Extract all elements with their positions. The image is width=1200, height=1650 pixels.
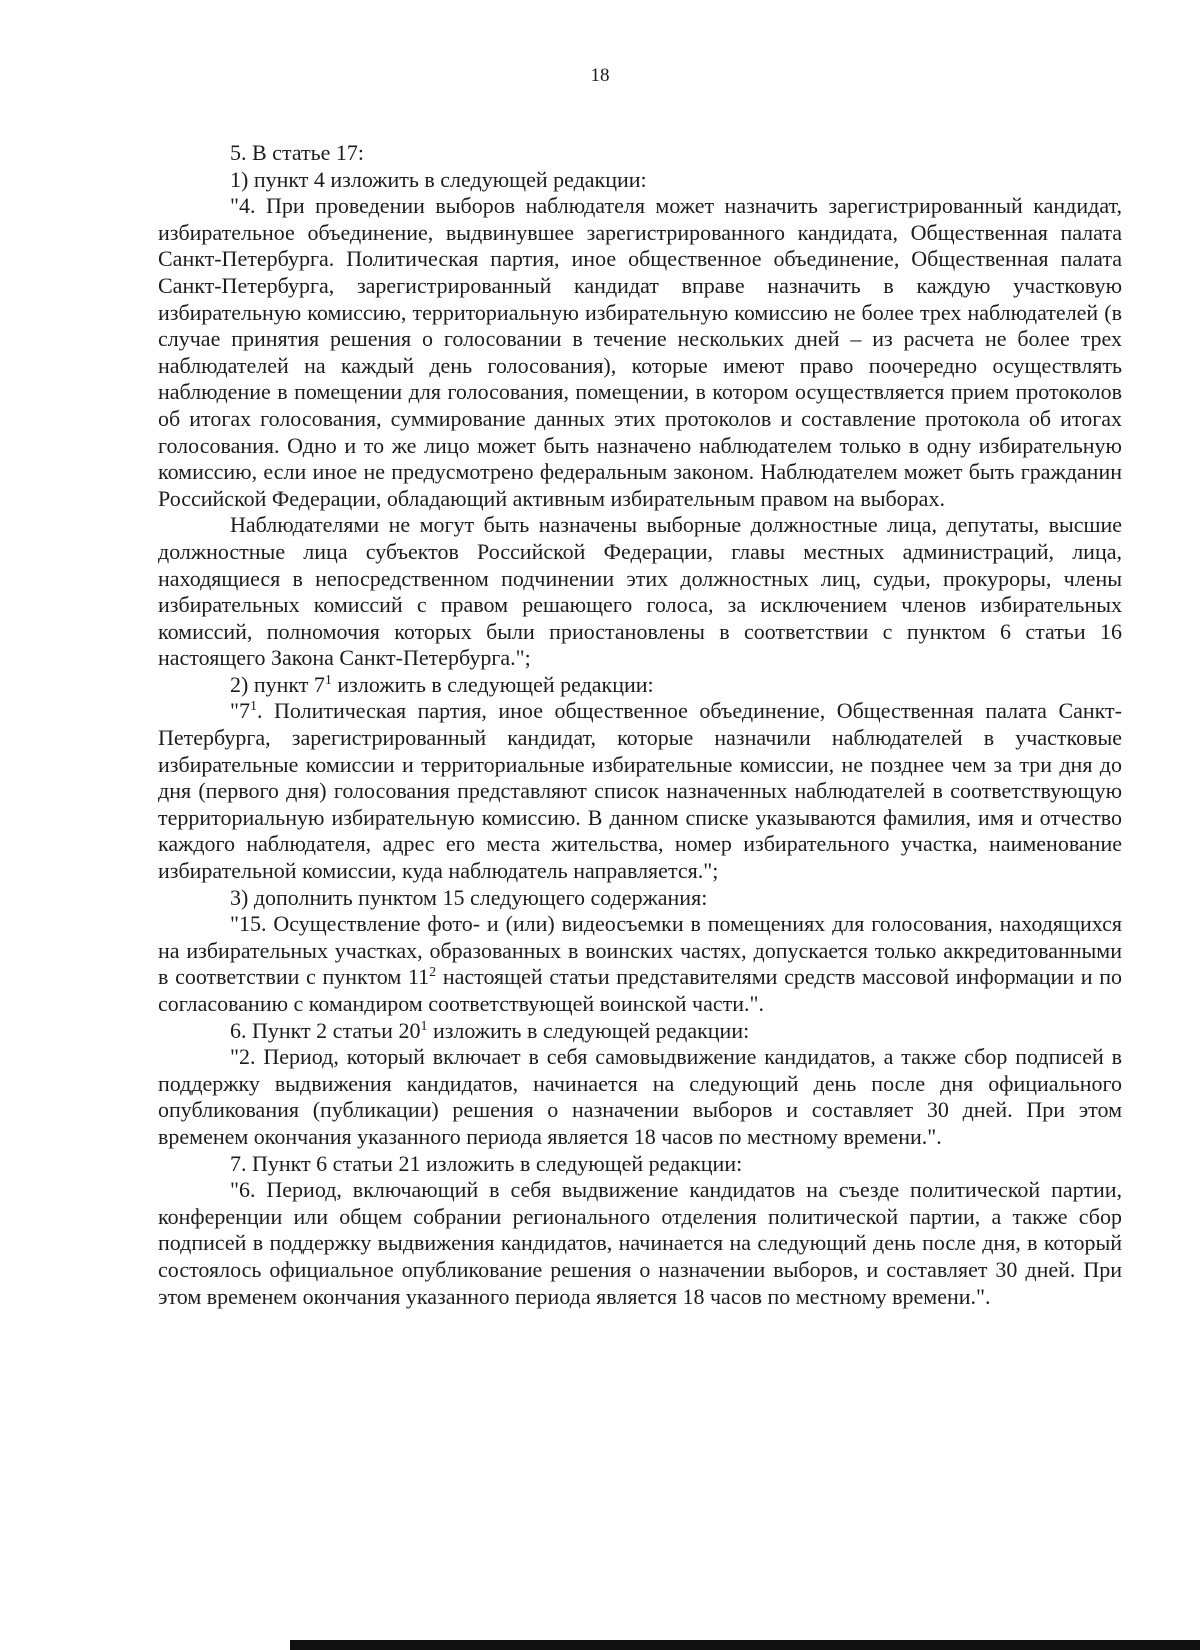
paragraph — [158, 1177, 1122, 1310]
paragraph — [158, 911, 1122, 1017]
document-body — [158, 140, 1122, 1310]
paragraph — [158, 512, 1122, 672]
text-run: изложить в следующей редакции: — [331, 671, 654, 697]
text-run: 3) дополнить пунктом 15 следующего содержания: — [230, 884, 708, 910]
bottom-rule — [290, 1640, 1200, 1650]
text-run: 6. Пункт 2 статьи 20 — [230, 1017, 421, 1043]
paragraph — [158, 1151, 1122, 1178]
text-run: настоящей статьи представителями средств массовой информации и по согласованию с командиром соответствующей воинской части.". — [158, 964, 1123, 1016]
superscript: 2 — [429, 965, 437, 981]
text-run: "7 — [230, 698, 250, 724]
text-run: "6. Период, включающий в себя выдвижение кандидатов на съезде политической партии, конференции или общем собрании регионального отделения политической партии, а также сбор подписей в поддержку выдвижения кандидатов, начинается на следующий день после дня, в который состоялось официальное опубликование решения о назначении выборов, и составляет 30 дней. При этом временем окончания указанного периода является 18 часов по местному времени.". — [158, 1177, 1122, 1309]
paragraph — [158, 672, 1122, 699]
paragraph — [158, 885, 1122, 912]
text-run: Наблюдателями не могут быть назначены выборные должностные лица, депутаты, высшие должностные лица субъектов Российской Федерации, главы местных администраций, лица, находящиеся в непосредственном подчинении этих должностных лиц, судьи, прокуроры, члены избирательных комиссий с правом решающего голоса, за исключением членов избирательных комиссий, полномочия которых были приостановлены в соответствии с пунктом 6 статьи 16 настоящего Закона Санкт-Петербурга."; — [158, 512, 1122, 671]
superscript: 1 — [420, 1018, 428, 1034]
paragraph — [158, 140, 1122, 167]
paragraph — [158, 193, 1122, 512]
paragraph — [158, 167, 1122, 194]
paragraph — [158, 1018, 1122, 1045]
superscript: 1 — [324, 672, 332, 688]
text-run: "2. Период, который включает в себя самовыдвижение кандидатов, а также сбор подписей в поддержку выдвижения кандидатов, начинается на следующий день после дня официального опубликования (публикации) решения о назначении выборов и составляет 30 дней. При этом временем окончания указанного периода является 18 часов по местному времени.". — [158, 1044, 1122, 1149]
text-run: 5. В статье 17: — [230, 140, 365, 165]
page-number: 18 — [590, 65, 610, 86]
text-run: 2) пункт 7 — [230, 671, 325, 697]
text-run: "15. Осуществление фото- и (или) видеосъемки в помещениях для голосования, находящихся на избирательных участках, образованных в воинских частях, допускается только аккредитованными в соответствии с пунктом 11 — [158, 911, 1122, 990]
text-run: 7. Пункт 6 статьи 21 изложить в следующей редакции: — [230, 1150, 743, 1176]
text-run: 1) пункт 4 изложить в следующей редакции: — [230, 166, 647, 192]
paragraph — [158, 1044, 1122, 1150]
superscript: 1 — [249, 699, 257, 715]
paragraph — [158, 698, 1122, 884]
text-run: изложить в следующей редакции: — [427, 1017, 750, 1043]
text-run: . Политическая партия, иное общественное объединение, Общественная палата Санкт-Петербурга, зарегистрированный кандидат, которые назначили наблюдателей в участковые избирательные комиссии и территориальные избирательные комиссии, не позднее чем за три дня до дня (первого дня) голосования представляют список назначенных наблюдателей в соответствующую территориальную избирательную комиссию. В данном списке указываются фамилия, имя и отчество каждого наблюдателя, адрес его места жительства, номер избирательного участка, наименование избирательной комиссии, куда наблюдатель направляется."; — [158, 698, 1122, 884]
text-run: "4. При проведении выборов наблюдателя может назначить зарегистрированный кандидат, избирательное объединение, выдвинувшее зарегистрированного кандидата, Общественная палата Санкт-Петербурга. Политическая партия, иное общественное объединение, Общественная палата Санкт-Петербурга, зарегистрированный кандидат вправе назначить в каждую участковую избирательную комиссию, территориальную избирательную комиссию не более трех наблюдателей (в случае принятия решения о голосовании в течение нескольких дней – из расчета не более трех наблюдателей на каждый день голосования), которые имеют право поочередно осуществлять наблюдение в помещении для голосования, помещении, в котором осуществляется прием протоколов об итогах голосования, суммирование данных этих протоколов и составление протокола об итогах голосования. Одно и то же лицо может быть назначено наблюдателем только в одну избирательную комиссию, если иное не предусмотрено федеральным законом. Наблюдателем может быть гражданин Российской Федерации, обладающий активным избирательным правом на выборах. — [158, 193, 1122, 511]
